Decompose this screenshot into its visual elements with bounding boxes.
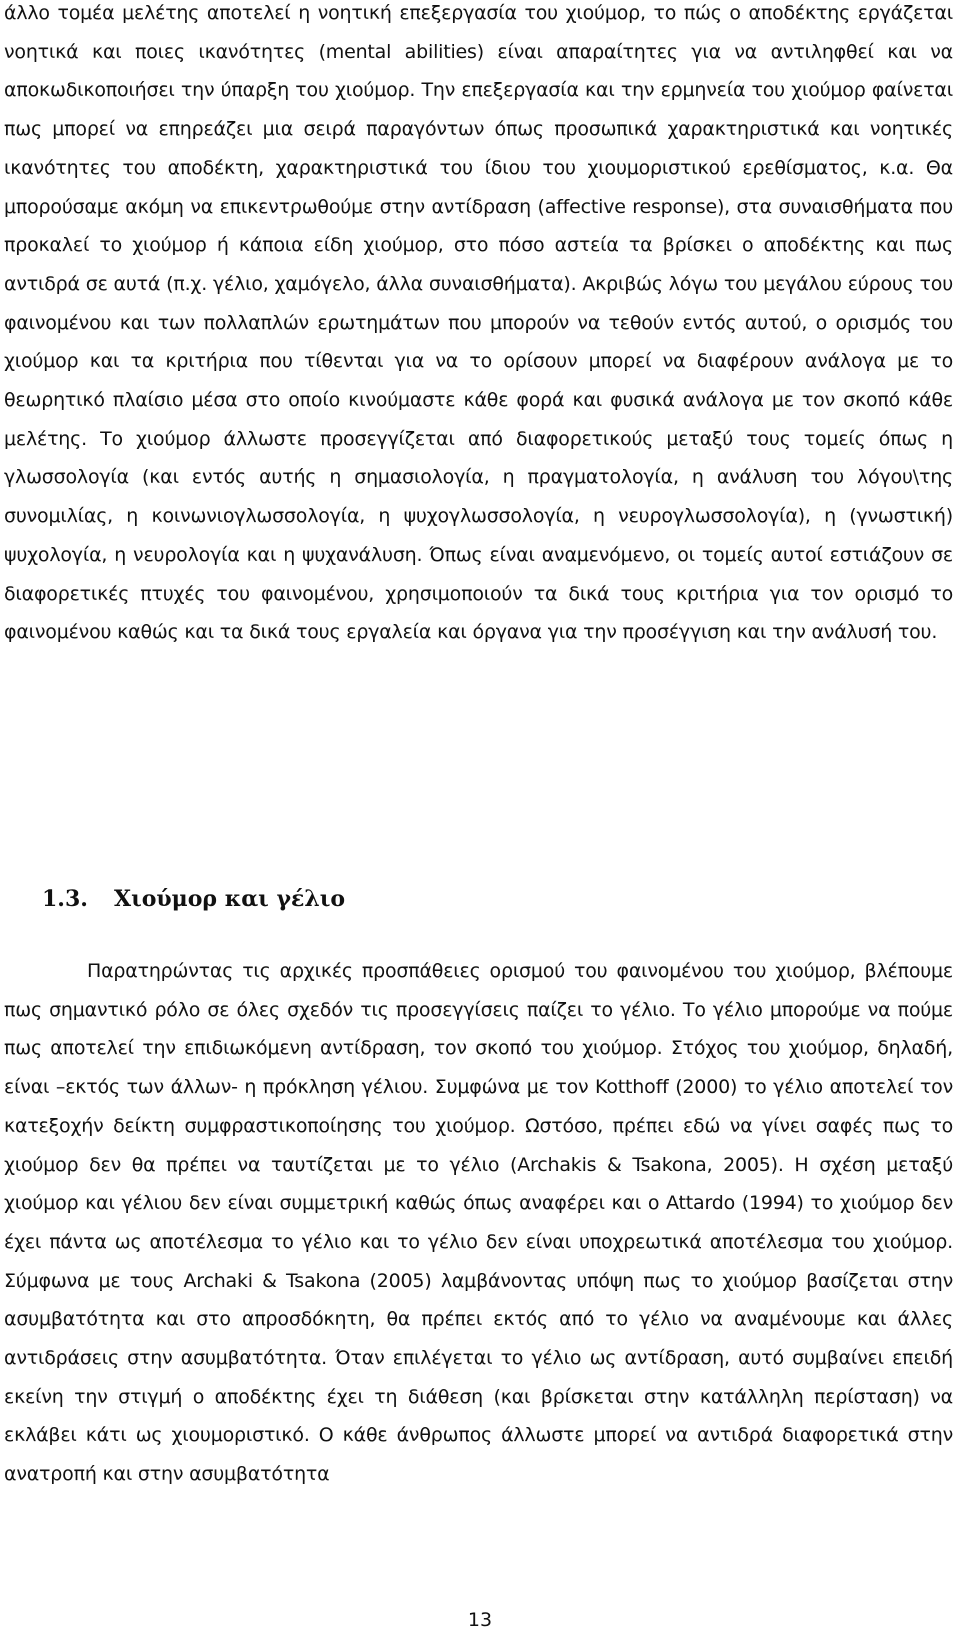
body-paragraph-2: Παρατηρώντας τις αρχικές προσπάθειες ορισμού του φαινομένου του χιούμορ, βλέπουμε πως σημαντικό ρόλο σε όλες σχεδόν τις προσεγγίσεις παίζει το γέλιο. Το γέλιο μπορούμε να πούμε πως αποτελεί την επιδιωκόμενη αντίδραση, τον σκοπό του χιούμορ. Στόχος του χιούμορ, δηλαδή, είναι –εκτός των άλλων- η πρόκληση γέλιου. Συμφώνα με τον Kotthoff (2000) το γέλιο αποτελεί τον κατεξοχήν δείκτη συμφραστικοποίησης του χιούμορ. Ωστόσο, πρέπει εδώ να γίνει σαφές πως το χιούμορ δεν θα πρέπει να ταυτίζεται με το γέλιο (Archakis & Tsakona, 2005). Η σχέση μεταξύ χιούμορ και γέλιου δεν είναι συμμετρική καθώς όπως αναφέρει και ο Attardo (1994) το χιούμορ δεν έχει πάντα ως αποτέλεσμα το γέλιο και το γέλιο δεν είναι υποχρεωτικά αποτέλεσμα του χιούμορ. Σύμφωνα με τους Archaki & Tsakona (2005) λαμβάνοντας υπόψη πως το χιούμορ βασίζεται στην ασυμβατότητα και στο απροσδόκητη, θα πρέπει εκτός από το γέλιο να αναμένουμε και άλλες αντιδράσεις στην ασυμβατότητα. Όταν επιλέγεται το γέλιο ως αντίδραση, αυτό συμβαίνει επειδή εκείνη την στιγμή ο αποδέκτης έχει τη διάθεση (και βρίσκεται στην κατάλληλη περίσταση) να εκλάβει κάτι ως χιουμοριστικό. Ο κάθε άνθρωπος άλλωστε μπορεί να αντιδρά διαφορετικά στην ανατροπή και στην ασυμβατότητα <box>4 960 953 1486</box>
page-number: 13 <box>467 1609 493 1631</box>
section-title: Χιούμορ και γέλιο <box>114 886 346 912</box>
section-heading <box>42 884 345 914</box>
section-number: 1.3. <box>42 886 88 912</box>
body-paragraph-1: άλλο τομέα μελέτης αποτελεί η νοητική επεξεργασία του χιούμορ, το πώς ο αποδέκτης εργάζεται νοητικά και ποιες ικανότητες (mental abilities) είναι απαραίτητες για να αντιληφθεί και να αποκωδικοποιήσει την ύπαρξη του χιούμορ. Την επεξεργασία και την ερμηνεία του χιούμορ φαίνεται πως μπορεί να επηρεάζει μια σειρά παραγόντων όπως προσωπικά χαρακτηριστικά και νοητικές ικανότητες του αποδέκτη, χαρακτηριστικά του ίδιου του χιουμοριστικού ερεθίσματος, κ.α. Θα μπορούσαμε ακόμη να επικεντρωθούμε στην αντίδραση (affective response), στα συναισθήματα που προκαλεί το χιούμορ ή κάποια είδη χιούμορ, στο πόσο αστεία τα βρίσκει ο αποδέκτης και πως αντιδρά σε αυτά (π.χ. γέλιο, χαμόγελο, άλλα συναισθήματα). Ακριβώς λόγω του μεγάλου εύρους του φαινομένου και των πολλαπλών ερωτημάτων που μπορούν να τεθούν εντός αυτού, ο ορισμός του χιούμορ και τα κριτήρια που τίθενται για να το ορίσουν μπορεί να διαφέρουν ανάλογα με το θεωρητικό πλαίσιο μέσα στο οποίο κινούμαστε κάθε φορά και φυσικά ανάλογα με τον σκοπό κάθε μελέτης. Το χιούμορ άλλωστε προσεγγίζεται από διαφορετικούς μεταξύ τους τομείς όπως η γλωσσολογία (και εντός αυτής η σημασιολογία, η πραγματολογία, η ανάλυση του λόγου\της συνομιλίας, η κοινωνιογλωσσολογία, η ψυχογλωσσολογία, η νευρογλωσσολογία), η (γνωστική) ψυχολογία, η νευρολογία και η ψυχανάλυση. Όπως είναι αναμενόμενο, οι τομείς αυτοί εστιάζουν σε διαφορετικές πτυχές του φαινομένου, χρησιμοποιούν τα δικά τους κριτήρια για τον ορισμό το φαινομένου καθώς και τα δικά τους εργαλεία και όργανα για την προσέγγιση και την ανάλυσή του. <box>4 2 953 644</box>
